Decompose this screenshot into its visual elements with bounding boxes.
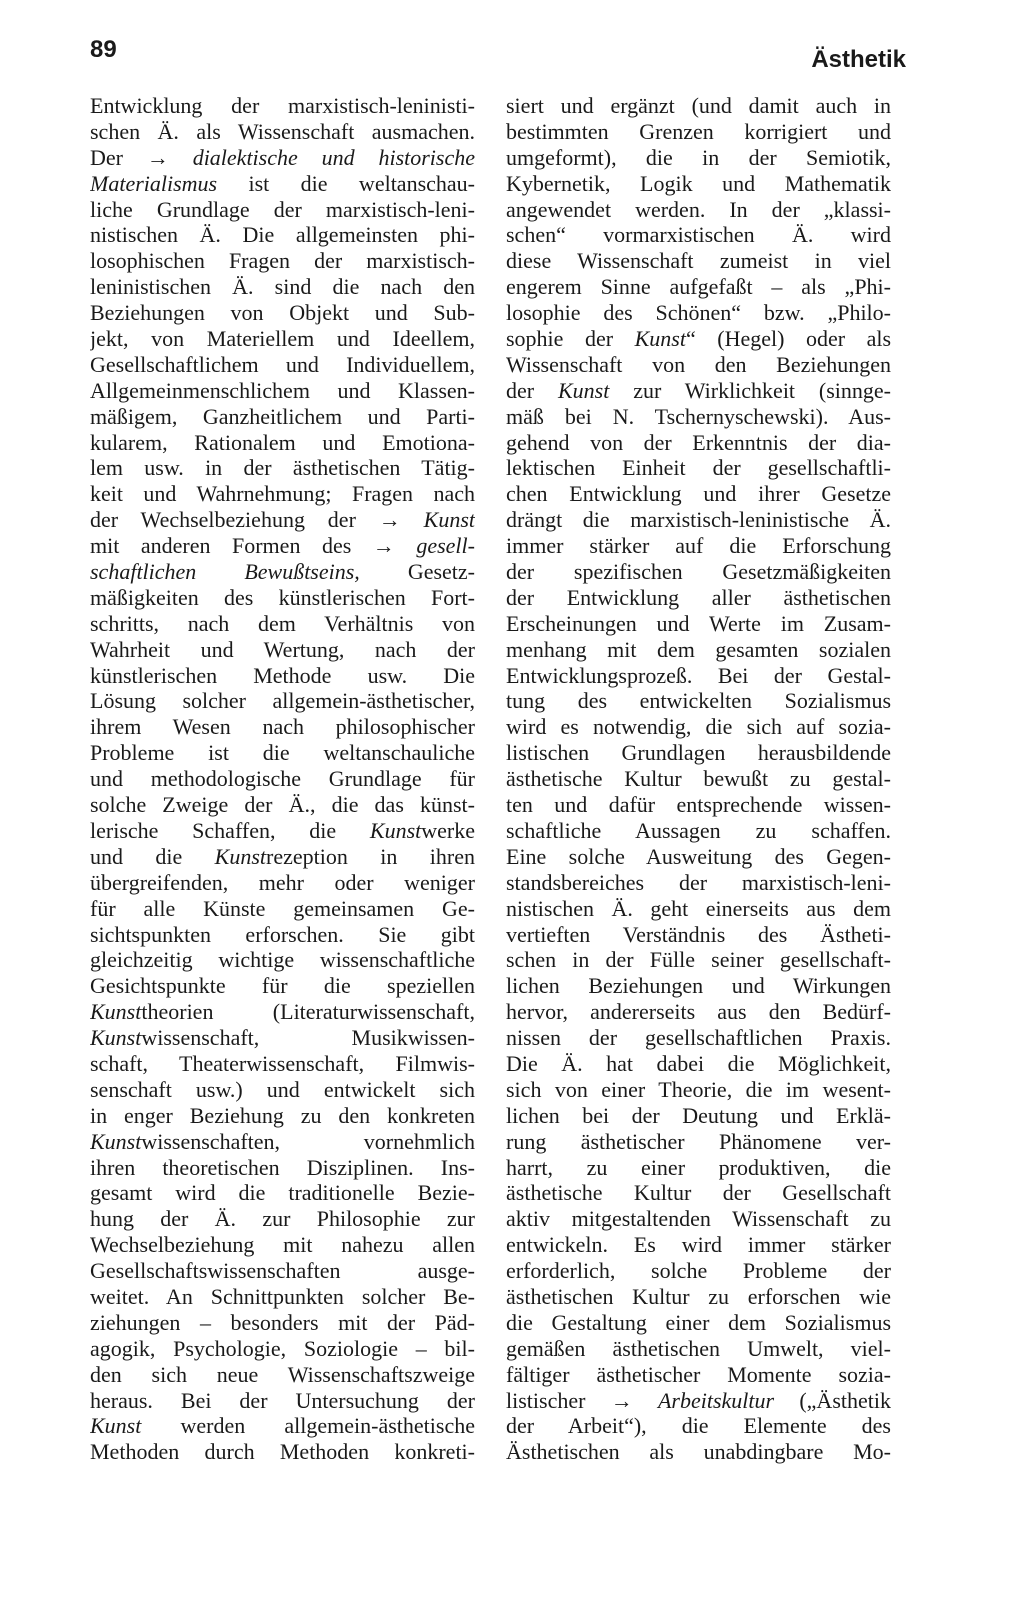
text-line: losophie des Schönen“ bzw. „Philo- (506, 300, 891, 326)
text-line: jekt, von Materiellem und Ideellem, (90, 326, 475, 352)
text-line: nistischen Ä. Die allgemeinsten phi- (90, 222, 475, 248)
text-line: Die Ä. hat dabei die Möglichkeit, (506, 1050, 891, 1076)
text-line: Kunst werden allgemein-ästhetische (90, 1413, 475, 1439)
text-line: diese Wissenschaft zumeist in viel (506, 248, 891, 274)
text-line: schritts, nach dem Verhältnis von (90, 610, 475, 636)
text-line: gehend von der Erkenntnis der dia- (506, 429, 891, 455)
text-line: siert und ergänzt (und damit auch in (506, 93, 891, 118)
text-line: erforderlich, solche Probleme der (506, 1258, 891, 1284)
text-line: den sich neue Wissenschaftszweige (90, 1361, 475, 1387)
text-line: der Arbeit“), die Elemente des (506, 1413, 891, 1439)
text-line: vertieften Verständnis des Ästheti- (506, 921, 891, 947)
text-line: schen Ä. als Wissenschaft ausmachen. (90, 118, 475, 144)
text-line: schaftlichen Bewußtseins, Gesetz- (90, 559, 475, 585)
page-number: 89 (90, 36, 117, 63)
text-line: ten und dafür entsprechende wissen- (506, 792, 891, 818)
text-line: für alle Künste gemeinsamen Ge- (90, 895, 475, 921)
text-line: der spezifischen Gesetzmäßigkeiten (506, 559, 891, 585)
text-line: Wechselbeziehung mit nahezu allen (90, 1232, 475, 1258)
text-line: agogik, Psychologie, Soziologie – bil- (90, 1335, 475, 1361)
text-line: mäß bei N. Tschernyschewski). Aus- (506, 403, 891, 429)
text-line: schen in der Fülle seiner gesellschaft- (506, 947, 891, 973)
text-line: schaftliche Aussagen zu schaffen. (506, 817, 891, 843)
text-line: Materialismus ist die weltanschau- (90, 170, 475, 196)
text-line: Wissenschaft von den Beziehungen (506, 351, 891, 377)
text-line: senschaft usw.) und entwickelt sich (90, 1076, 475, 1102)
text-line: harrt, zu einer produktiven, die (506, 1154, 891, 1180)
text-line: ästhetische Kultur der Gesellschaft (506, 1180, 891, 1206)
text-line: übergreifenden, mehr oder weniger (90, 869, 475, 895)
page-header (90, 36, 906, 76)
text-line: schen“ vormarxistischen Ä. wird (506, 222, 891, 248)
text-line: Probleme ist die weltanschauliche (90, 740, 475, 766)
running-head: Ästhetik (811, 46, 906, 73)
text-line: ästhetische Kultur bewußt zu gestal- (506, 766, 891, 792)
text-line: chen Entwicklung und ihrer Gesetze (506, 481, 891, 507)
text-line: liche Grundlage der marxistisch-leni- (90, 196, 475, 222)
text-line: Eine solche Ausweitung des Gegen- (506, 843, 891, 869)
text-line: Beziehungen von Objekt und Sub- (90, 300, 475, 326)
text-line: keit und Wahrnehmung; Fragen nach (90, 481, 475, 507)
text-line: Methoden durch Methoden konkreti- (90, 1439, 475, 1465)
text-line: tung des entwickelten Sozialismus (506, 688, 891, 714)
text-line: Kunstwissenschaften, vornehmlich (90, 1128, 475, 1154)
text-line: sophie der Kunst“ (Hegel) oder als (506, 326, 891, 352)
text-line: Wahrheit und Wertung, nach der (90, 636, 475, 662)
text-line: standsbereiches der marxistisch-leni- (506, 869, 891, 895)
text-line: Kybernetik, Logik und Mathematik (506, 170, 891, 196)
text-line: nissen der gesellschaftlichen Praxis. (506, 1025, 891, 1051)
text-line: entwickeln. Es wird immer stärker (506, 1232, 891, 1258)
text-line: drängt die marxistisch-leninistische Ä. (506, 507, 891, 533)
text-line: Lösung solcher allgemein-ästhetischer, (90, 688, 475, 714)
text-line: und methodologische Grundlage für (90, 766, 475, 792)
text-line: hung der Ä. zur Philosophie zur (90, 1206, 475, 1232)
text-line: listischen Grundlagen herausbildende (506, 740, 891, 766)
text-line: weitet. An Schnittpunkten solcher Be- (90, 1283, 475, 1309)
text-line: mäßigkeiten des künstlerischen Fort- (90, 584, 475, 610)
left-text-column (90, 93, 475, 1465)
text-line: solche Zweige der Ä., die das künst- (90, 792, 475, 818)
text-line: gesamt wird die traditionelle Bezie- (90, 1180, 475, 1206)
text-line: lichen bei der Deutung und Erklä- (506, 1102, 891, 1128)
text-line: der Entwicklung aller ästhetischen (506, 584, 891, 610)
text-line: lerische Schaffen, die Kunstwerke (90, 817, 475, 843)
text-line: bestimmten Grenzen korrigiert und (506, 118, 891, 144)
text-line: die Gestaltung einer dem Sozialismus (506, 1309, 891, 1335)
text-line: heraus. Bei der Untersuchung der (90, 1387, 475, 1413)
text-line: sich von einer Theorie, die im wesent- (506, 1076, 891, 1102)
text-line: ästhetischen Kultur zu erforschen wie (506, 1283, 891, 1309)
text-line: ihren theoretischen Disziplinen. Ins- (90, 1154, 475, 1180)
text-line: rung ästhetischer Phänomene ver- (506, 1128, 891, 1154)
text-line: lem usw. in der ästhetischen Tätig- (90, 455, 475, 481)
text-line: angewendet werden. In der „klassi- (506, 196, 891, 222)
text-line: lichen Beziehungen und Wirkungen (506, 973, 891, 999)
text-line: wird es notwendig, die sich auf sozia- (506, 714, 891, 740)
text-line: Erscheinungen und Werte im Zusam- (506, 610, 891, 636)
text-line: sichtspunkten erforschen. Sie gibt (90, 921, 475, 947)
text-line: engerem Sinne aufgefaßt – als „Phi- (506, 274, 891, 300)
text-line: Kunsttheorien (Literaturwissenschaft, (90, 999, 475, 1025)
text-line: nistischen Ä. geht einerseits aus dem (506, 895, 891, 921)
text-line: Entwicklungsprozeß. Bei der Gestal- (506, 662, 891, 688)
text-line: ziehungen – besonders mit der Päd- (90, 1309, 475, 1335)
text-line: listischer → Arbeitskultur („Ästhetik (506, 1387, 891, 1413)
text-line: und die Kunstrezeption in ihren (90, 843, 475, 869)
text-line: mäßigem, Ganzheitlichem und Parti- (90, 403, 475, 429)
text-line: Allgemeinmenschlichem und Klassen- (90, 377, 475, 403)
text-line: menhang mit dem gesamten sozialen (506, 636, 891, 662)
text-line: mit anderen Formen des → gesell- (90, 533, 475, 559)
text-line: Gesellschaftswissenschaften ausge- (90, 1258, 475, 1284)
text-line: immer stärker auf die Erforschung (506, 533, 891, 559)
text-line: schaft, Theaterwissenschaft, Filmwis- (90, 1050, 475, 1076)
right-text-column (506, 93, 891, 1465)
text-line: fältiger ästhetischer Momente sozia- (506, 1361, 891, 1387)
text-line: Kunstwissenschaft, Musikwissen- (90, 1025, 475, 1051)
text-line: künstlerischen Methode usw. Die (90, 662, 475, 688)
text-line: Entwicklung der marxistisch-leninisti- (90, 93, 475, 118)
text-line: hervor, andererseits aus den Bedürf- (506, 999, 891, 1025)
text-line: in enger Beziehung zu den konkreten (90, 1102, 475, 1128)
text-line: gleichzeitig wichtige wissenschaftliche (90, 947, 475, 973)
text-line: kularem, Rationalem und Emotiona- (90, 429, 475, 455)
text-line: der Wechselbeziehung der → Kunst (90, 507, 475, 533)
text-line: der Kunst zur Wirklichkeit (sinnge- (506, 377, 891, 403)
text-line: Ästhetischen als unabdingbare Mo- (506, 1439, 891, 1465)
text-line: umgeformt), die in der Semiotik, (506, 144, 891, 170)
text-line: leninistischen Ä. sind die nach den (90, 274, 475, 300)
text-line: ihrem Wesen nach philosophischer (90, 714, 475, 740)
text-line: Gesichtspunkte für die speziellen (90, 973, 475, 999)
text-line: gemäßen ästhetischen Umwelt, viel- (506, 1335, 891, 1361)
text-line: Gesellschaftlichem und Individuellem, (90, 351, 475, 377)
text-line: lektischen Einheit der gesellschaftli- (506, 455, 891, 481)
text-line: Der → dialektische und historische (90, 144, 475, 170)
text-line: losophischen Fragen der marxistisch- (90, 248, 475, 274)
text-line: aktiv mitgestaltenden Wissenschaft zu (506, 1206, 891, 1232)
